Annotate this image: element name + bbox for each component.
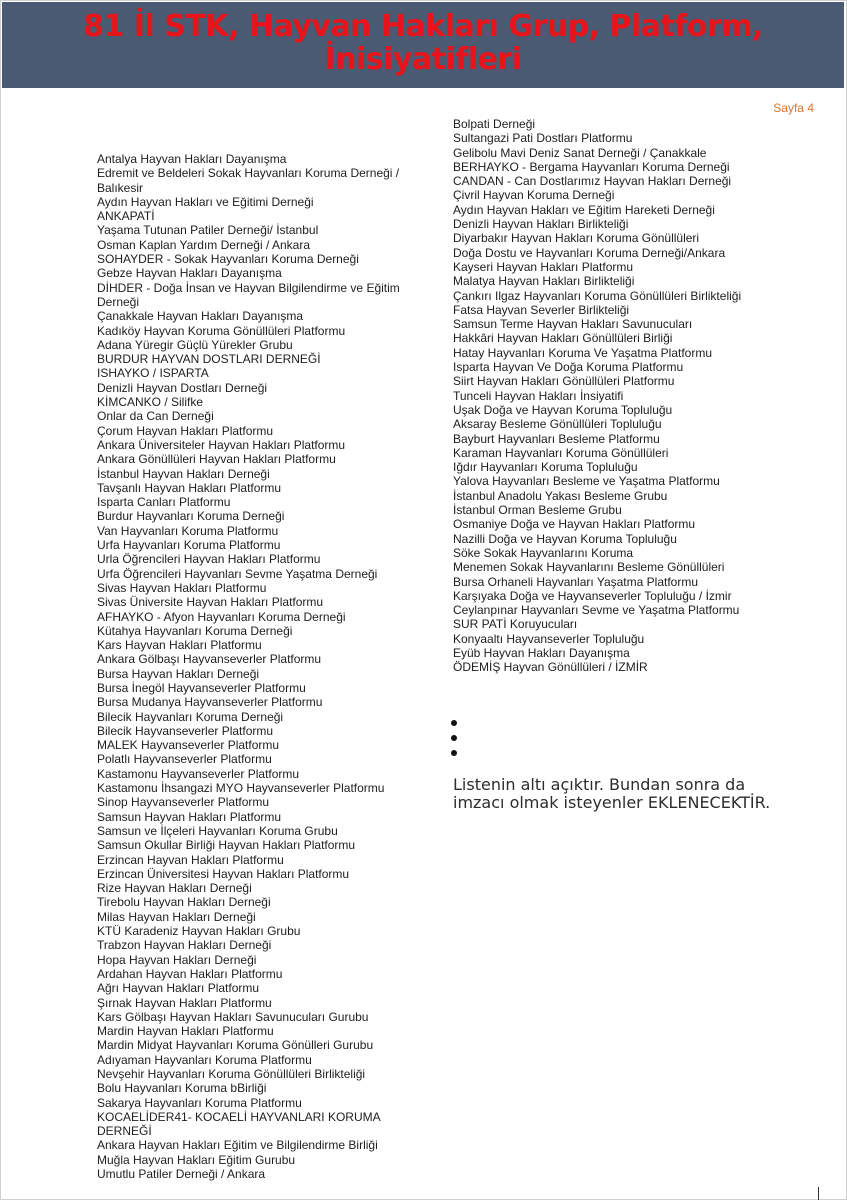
organization-list-item: ISHAYKO / ISPARTA — [97, 366, 209, 381]
organization-list-item: Erzincan Üniversitesi Hayvan Hakları Platformu — [97, 866, 350, 881]
organization-list-item: KİMCANKO / Silifke — [97, 395, 204, 410]
organization-list-right — [453, 117, 783, 675]
organization-list-item: Yalova Hayvanları Besleme ve Yaşatma Platformu — [453, 474, 720, 489]
organization-list-item: Çorum Hayvan Hakları Platformu — [97, 423, 274, 438]
organization-list-item: Ardahan Hayvan Hakları Platformu — [97, 966, 283, 981]
organization-list-item: Muğla Hayvan Hakları Eğitim Gurubu — [97, 1152, 296, 1167]
organization-list-item: KTÜ Karadeniz Hayvan Hakları Grubu — [97, 924, 301, 939]
organization-list-item: ÖDEMİŞ Hayvan Gönüllüleri / İZMİR — [453, 660, 648, 675]
organization-list-item: Karşıyaka Doğa ve Hayvanseverler Topluluğu / İzmir — [453, 588, 732, 603]
title-banner — [2, 2, 844, 88]
organization-list-item: Sultangazi Pati Dostları Platformu — [453, 131, 633, 146]
organization-list-item: Adana Yüregir Güçlü Yürekler Grubu — [97, 337, 293, 352]
organization-list-item: Sakarya Hayvanları Koruma Platformu — [97, 1095, 302, 1110]
organization-list-item: Kayseri Hayvan Hakları Platformu — [453, 259, 634, 274]
organization-list-item: Sivas Üniversite Hayvan Hakları Platformu — [97, 595, 324, 610]
organization-list-item: Edremit ve Beldeleri Sokak Hayvanları Koruma Derneği / — [97, 166, 400, 181]
organization-list-item: Urfa Öğrencileri Hayvanları Sevme Yaşatma Derneği — [97, 566, 378, 581]
organization-list-item: AFHAYKO - Afyon Hayvanları Koruma Derneği — [97, 609, 346, 624]
organization-list-item: Bolu Hayvanları Koruma bBirliği — [97, 1081, 267, 1096]
organization-list-item: Aydın Hayvan Hakları ve Eğitim Hareketi Derneği — [453, 202, 715, 217]
organization-list-item: Denizli Hayvan Dostları Derneği — [97, 380, 268, 395]
organization-list-item: Urla Öğrencileri Hayvan Hakları Platformu — [97, 552, 321, 567]
organization-list-item: Polatlı Hayvanseverler Platformu — [97, 752, 272, 767]
organization-list-item: Hatay Hayvanları Koruma Ve Yaşatma Platformu — [453, 345, 713, 360]
organization-list-item: Ankara Hayvan Hakları Eğitim ve Bilgilendirme Birliği — [97, 1138, 378, 1153]
organization-list-item: Söke Sokak Hayvanlarını Koruma — [453, 545, 634, 560]
organization-list-item: İstanbul Hayvan Hakları Derneği — [97, 466, 270, 481]
organization-list-item: Isparta Canları Platformu — [97, 495, 231, 510]
organization-list-item: Rize Hayvan Hakları Derneği — [97, 881, 252, 896]
organization-list-item: Kars Gölbaşı Hayvan Hakları Savunucuları Gurubu — [97, 1009, 369, 1024]
organization-list-item: Hopa Hayvan Hakları Derneği — [97, 952, 257, 967]
organization-list-item: İstanbul Anadolu Yakası Besleme Grubu — [453, 488, 668, 503]
organization-list-item: Gelibolu Mavi Deniz Sanat Derneği / Çanakkale — [453, 145, 707, 160]
organization-list-item: Bayburt Hayvanları Besleme Platformu — [453, 431, 660, 446]
organization-list-item: Yaşama Tutunan Patiler Derneği/ İstanbul — [97, 223, 319, 238]
ellipsis-dot — [451, 750, 457, 756]
organization-list-item: Ankara Gönüllüleri Hayvan Hakları Platformu — [97, 452, 336, 467]
organization-list-item: BERHAYKO - Bergama Hayvanları Koruma Derneği — [453, 159, 730, 174]
organization-list-item: Ağrı Hayvan Hakları Platformu — [97, 981, 260, 996]
organization-list-item: Kastamonu Hayvanseverler Platformu — [97, 766, 300, 781]
organization-list-item: Antalya Hayvan Hakları Dayanışma — [97, 152, 287, 166]
organization-list-item: Aydın Hayvan Hakları ve Eğitimi Derneği — [97, 194, 314, 209]
organization-list-item: Bilecik Hayvanseverler Platformu — [97, 723, 274, 738]
organization-list-item: Mardin Hayvan Hakları Platformu — [97, 1024, 274, 1039]
organization-list-item: Uşak Doğa ve Hayvan Koruma Topluluğu — [453, 402, 673, 417]
organization-list-item: Çanakkale Hayvan Hakları Dayanışma — [97, 309, 304, 324]
organization-list-item: Osmaniye Doğa ve Hayvan Hakları Platformu — [453, 517, 696, 532]
organization-list-item: Iğdır Hayvanları Koruma Topluluğu — [453, 460, 638, 475]
organization-list-item: Van Hayvanları Koruma Platformu — [97, 523, 279, 538]
organization-list-item: Urfa Hayvanları Koruma Platformu — [97, 538, 281, 553]
organization-list-item: Denizli Hayvan Hakları Birlikteliği — [453, 217, 629, 232]
organization-list-item: Kastamonu İhsangazi MYO Hayvanseverler Platformu — [97, 781, 385, 796]
ellipsis-dot — [451, 720, 457, 726]
organization-list-item: Tunceli Hayvan Hakları İnsiyatifi — [453, 388, 624, 403]
organization-list-item: Aksaray Besleme Gönüllüleri Topluluğu — [453, 417, 662, 432]
organization-list-item: Mardin Midyat Hayvanları Koruma Gönülleri Gurubu — [97, 1038, 374, 1053]
organization-list-item: Adıyaman Hayvanları Koruma Platformu — [97, 1052, 312, 1067]
page-title: 81 İl STK, Hayvan Hakları Grup, Platform, İnisiyatifleri — [83, 9, 763, 77]
organization-list-item: Doğa Dostu ve Hayvanları Koruma Derneği/Ankara — [453, 245, 726, 260]
organization-list-item: Erzincan Hayvan Hakları Platformu — [97, 852, 284, 867]
ellipsis-dot — [451, 735, 457, 741]
organization-list-item: DERNEĞİ — [97, 1124, 152, 1139]
organization-list-item: ANKAPATİ — [97, 209, 155, 224]
organization-list-item: Tavşanlı Hayvan Hakları Platformu — [97, 480, 282, 495]
organization-list-item: Bilecik Hayvanları Koruma Derneği — [97, 709, 284, 724]
organization-list-item: Fatsa Hayvan Severler Birlikteliği — [453, 302, 630, 317]
organization-list-item: Eyüb Hayvan Hakları Dayanışma — [453, 645, 630, 660]
organization-list-item: SOHAYDER - Sokak Hayvanları Koruma Derneği — [97, 252, 359, 267]
organization-list-item: Malatya Hayvan Hakları Birlikteliği — [453, 274, 635, 289]
organization-list-item: Bursa İnegöl Hayvanseverler Platformu — [97, 680, 306, 695]
organization-list-item: Samsun Terme Hayvan Hakları Savunucuları — [453, 317, 693, 332]
organization-list-item: Trabzon Hayvan Hakları Derneği — [97, 938, 272, 953]
organization-list-item: Derneği — [97, 294, 140, 309]
organization-list-item: Sinop Hayvanseverler Platformu — [97, 795, 270, 810]
organization-list-item: Onlar da Can Derneği — [97, 409, 214, 424]
organization-list-item: Siirt Hayvan Hakları Gönüllüleri Platformu — [453, 374, 675, 389]
organization-list-item: Tirebolu Hayvan Hakları Derneği — [97, 895, 271, 910]
organization-list-item: Gebze Hayvan Hakları Dayanışma — [97, 266, 282, 281]
closing-note: Listenin altı açıktır. Bundan sonra da imzacı olmak isteyenler EKLENECEKTİR. — [453, 775, 771, 812]
organization-list-item: Konyaaltı Hayvanseverler Topluluğu — [453, 631, 645, 646]
organization-list-item: Karaman Hayvanları Koruma Gönüllüleri — [453, 445, 669, 460]
organization-list-item: DİHDER - Doğa İnsan ve Hayvan Bilgilendirme ve Eğitim — [97, 280, 400, 295]
organization-list-item: Ceylanpınar Hayvanları Sevme ve Yaşatma Platformu — [453, 603, 740, 618]
organization-list-item: Nevşehir Hayvanları Koruma Gönüllüleri Birlikteliği — [97, 1067, 366, 1081]
organization-list-item: Menemen Sokak Hayvanlarını Besleme Gönüllüleri — [453, 560, 725, 575]
page-number: Sayfa 4 — [773, 101, 814, 115]
organization-list-item: Nazilli Doğa ve Hayvan Koruma Topluluğu — [453, 531, 677, 546]
organization-list-item: Isparta Hayvan Ve Doğa Koruma Platformu — [453, 360, 684, 375]
continuation-dots — [451, 720, 457, 756]
organization-list-item: Bursa Orhaneli Hayvanları Yaşatma Platformu — [453, 574, 698, 589]
organization-list-item: Çivril Hayvan Koruma Derneği — [453, 188, 615, 203]
organization-list-item: Hakkâri Hayvan Hakları Gönüllüleri Birliği — [453, 331, 673, 346]
organization-list-item: Kütahya Hayvanları Koruma Derneği — [97, 623, 293, 638]
organization-list-item: Bursa Mudanya Hayvanseverler Platformu — [97, 695, 323, 710]
organization-list-item: İstanbul Orman Besleme Grubu — [453, 503, 622, 518]
page-corner-mark — [818, 1187, 819, 1200]
organization-list-item: KOCAELİDER41- KOCAELİ HAYVANLARI KORUMA — [97, 1109, 381, 1124]
organization-list-item: Samsun ve İlçeleri Hayvanları Koruma Grubu — [97, 823, 338, 838]
organization-list-item: BURDUR HAYVAN DOSTLARI DERNEĞİ — [97, 352, 321, 367]
organization-list-item: CANDAN - Can Dostlarımız Hayvan Hakları Derneği — [453, 174, 732, 189]
organization-list-item: Kadıköy Hayvan Koruma Gönüllüleri Platformu — [97, 323, 346, 338]
organization-list-item: Burdur Hayvanları Koruma Derneği — [97, 509, 285, 524]
organization-list-item: SUR PATİ Koruyucuları — [453, 617, 578, 632]
organization-list-item: Samsun Okullar Birliği Hayvan Hakları Platformu — [97, 838, 356, 853]
organization-list-left — [97, 152, 437, 1181]
organization-list-item: Kars Hayvan Hakları Platformu — [97, 638, 262, 653]
organization-list-item: Umutlu Patiler Derneği / Ankara — [97, 1167, 266, 1182]
organization-list-item: Balıkesir — [97, 180, 144, 195]
organization-list-item: Bursa Hayvan Hakları Derneği — [97, 666, 260, 681]
organization-list-item: Samsun Hayvan Hakları Platformu — [97, 809, 282, 824]
organization-list-item: MALEK Hayvanseverler Platformu — [97, 738, 280, 753]
organization-list-item: Osman Kaplan Yardım Derneği / Ankara — [97, 237, 310, 252]
organization-list-item: Bolpati Derneği — [453, 117, 536, 131]
organization-list-item: Ankara Üniversiteler Hayvan Hakları Platformu — [97, 437, 346, 452]
organization-list-item: Sivas Hayvan Hakları Platformu — [97, 580, 267, 595]
organization-list-item: Şırnak Hayvan Hakları Platformu — [97, 995, 272, 1010]
organization-list-item: Çankırı Ilgaz Hayvanları Koruma Gönüllüleri Birlikteliği — [453, 288, 742, 303]
organization-list-item: Diyarbakır Hayvan Hakları Koruma Gönüllüleri — [453, 231, 700, 246]
organization-list-item: Milas Hayvan Hakları Derneği — [97, 909, 256, 924]
organization-list-item: Ankara Gölbaşı Hayvanseverler Platformu — [97, 652, 322, 667]
